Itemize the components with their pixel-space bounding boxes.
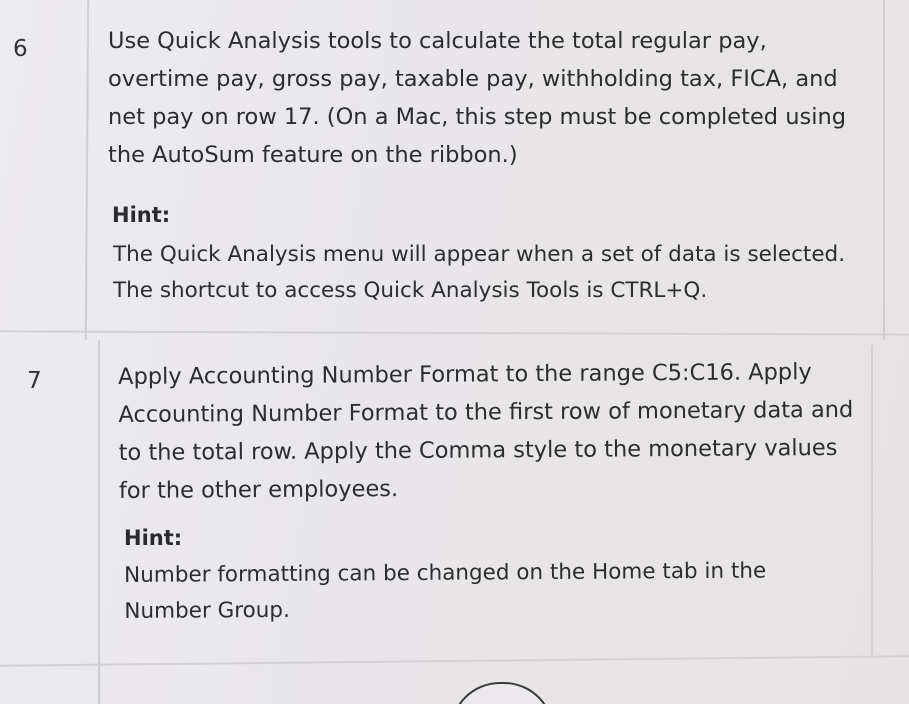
step-number: 7 [27, 368, 42, 394]
step-instruction: Apply Accounting Number Format to the range C5:C16. Apply Accounting Number Format to the first row of monetary data and to the total row. Apply the Comma style to the monetary values for the other employees. [118, 359, 854, 504]
column-divider [883, 0, 885, 340]
hint-label: Hint: [124, 526, 183, 550]
row-divider [0, 330, 909, 335]
partial-button[interactable] [450, 682, 554, 704]
hint-text: The Quick Analysis menu will appear when a set of data is selected. The shortcut to access Quick Analysis Tools is CTRL+Q. [113, 242, 846, 303]
row-divider [0, 655, 909, 667]
hint-text: Number formatting can be changed on the Home tab in the Number Group. [124, 558, 767, 624]
step-number: 6 [13, 36, 28, 62]
step-instruction: Use Quick Analysis tools to calculate the total regular pay, overtime pay, gross pay, taxable pay, withholding tax, FICA, and net pay on row 17. (On a Mac, this step must be completed using the AutoSum feature on the ribbon.) [108, 28, 847, 168]
column-divider [98, 340, 100, 704]
hint-label: Hint: [112, 203, 171, 227]
column-divider [85, 0, 89, 340]
column-divider [871, 345, 873, 655]
